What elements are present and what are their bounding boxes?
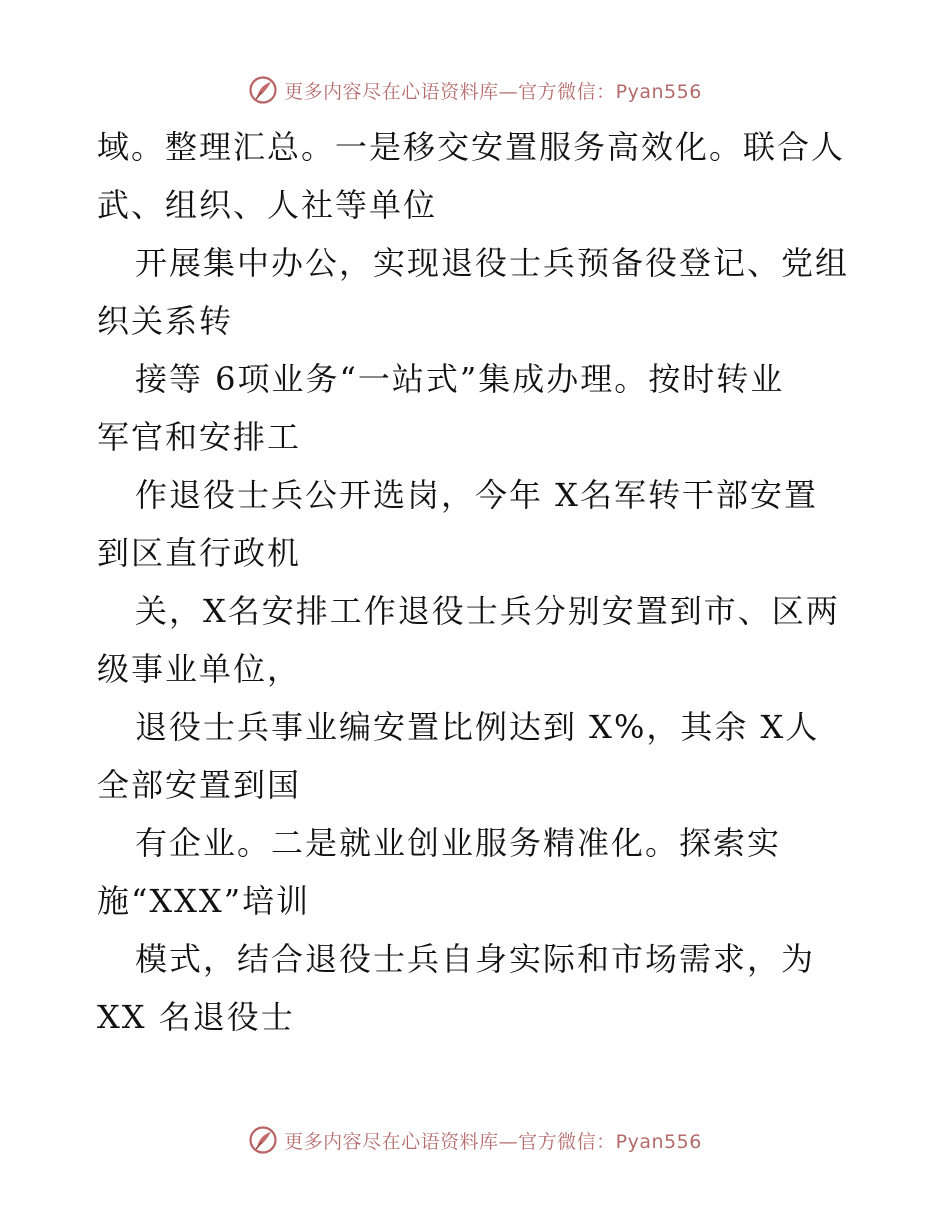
text-line: 域。整理汇总。一是移交安置服务高效化。联合人 <box>97 128 846 166</box>
footer-watermark <box>0 1122 950 1158</box>
watermark-id: Pyan556 <box>615 1130 702 1153</box>
document-body <box>97 118 877 1046</box>
text-line: 退役士兵事业编安置比例达到 X%，其余 X人 <box>135 708 820 746</box>
text-line: 级事业单位， <box>97 650 302 688</box>
header-watermark <box>0 72 950 108</box>
text-line: 到区直行政机 <box>97 534 302 572</box>
feather-logo-icon <box>248 1125 278 1155</box>
text-line: XX 名退役士 <box>97 998 295 1036</box>
text-line: 模式，结合退役士兵自身实际和市场需求，为 <box>135 940 816 978</box>
text-line: 作退役士兵公开选岗，今年 X名军转干部安置 <box>135 476 818 514</box>
text-line: 施“XXX”培训 <box>97 882 311 920</box>
text-line: 军官和安排工 <box>97 418 302 456</box>
watermark-id: Pyan556 <box>615 80 702 103</box>
text-line: 开展集中办公，实现退役士兵预备役登记、党组 <box>135 244 850 282</box>
text-line: 有企业。二是就业创业服务精准化。探索实 <box>135 824 782 862</box>
watermark-text: 更多内容尽在心语资料库—官方微信： <box>284 1130 616 1153</box>
text-line: 接等 6项业务“一站式”集成办理。按时转业 <box>135 360 785 398</box>
text-line: 关，X名安排工作退役士兵分别安置到市、区两 <box>135 592 840 630</box>
text-line: 武、组织、人社等单位 <box>97 186 438 224</box>
text-line: 织关系转 <box>97 302 234 340</box>
watermark-text: 更多内容尽在心语资料库—官方微信： <box>284 80 616 103</box>
text-line: 全部安置到国 <box>97 766 302 804</box>
feather-logo-icon <box>248 75 278 105</box>
